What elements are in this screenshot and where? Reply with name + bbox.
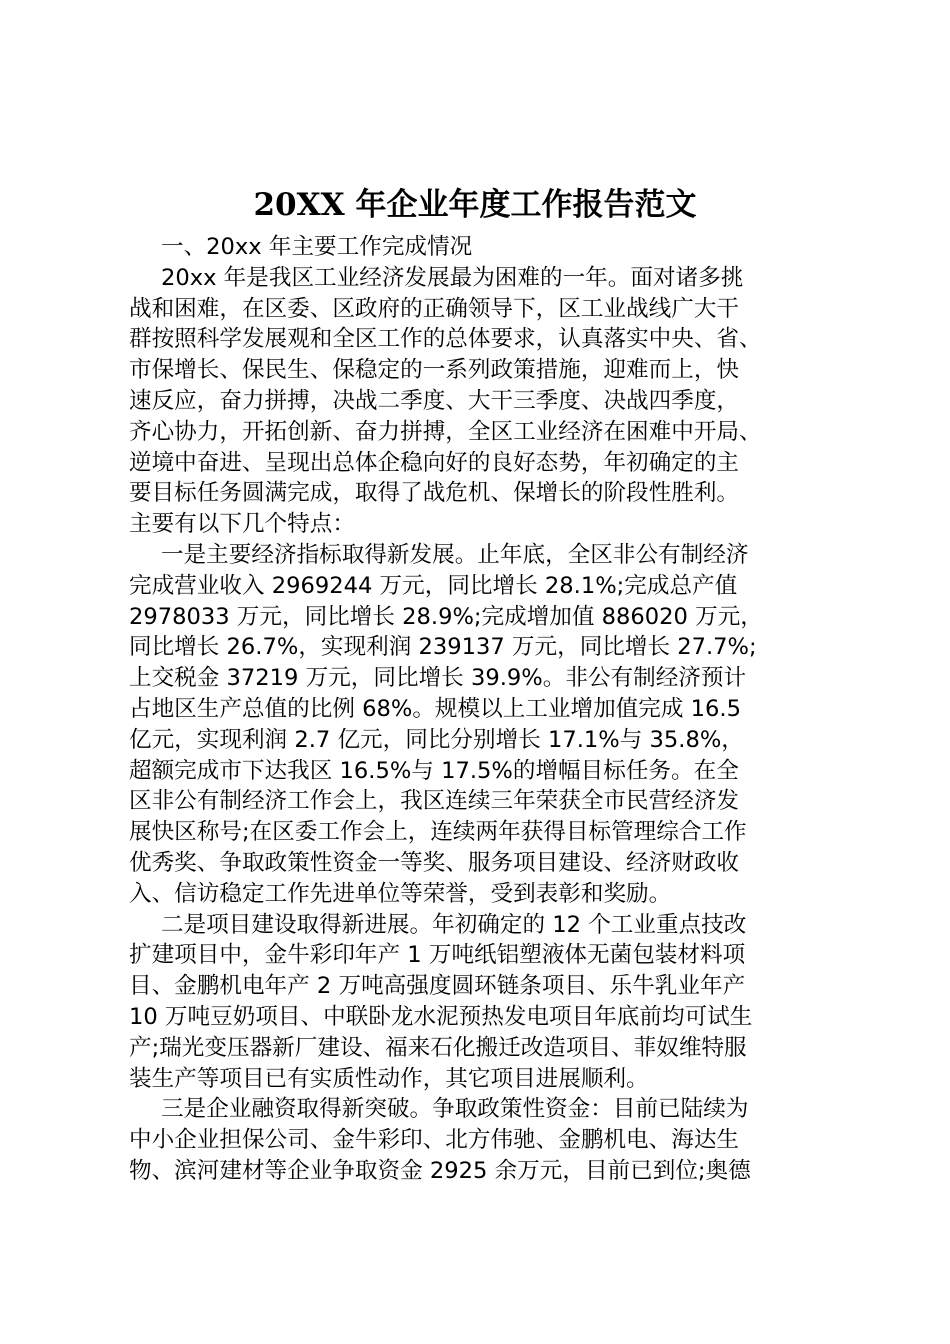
paragraph-line: 市保增长、保民生、保稳定的一系列政策措施，迎难而上，快: [129, 357, 740, 384]
paragraph-line: 区非公有制经济工作会上，我区连续三年荣获全市民营经济发: [129, 788, 740, 815]
paragraph-line: 同比增长 26.7%，实现利润 239137 万元，同比增长 27.7%;: [129, 634, 757, 661]
document-body: [129, 232, 829, 1187]
paragraph-line: 主要有以下几个特点：: [129, 511, 355, 538]
paragraph-line: 目、金鹏机电年产 2 万吨高强度圆环链条项目、乐牛乳业年产: [129, 973, 746, 1000]
paragraph-line: 10 万吨豆奶项目、中联卧龙水泥预热发电项目年底前均可试生: [129, 1003, 753, 1030]
paragraph-line: 展快区称号;在区委工作会上，连续两年获得目标管理综合工作: [129, 819, 747, 846]
paragraph-line: 速反应，奋力拼搏，决战二季度、大干三季度、决战四季度，: [129, 387, 740, 414]
paragraph-line: 战和困难，在区委、区政府的正确领导下，区工业战线广大干: [129, 295, 740, 322]
paragraph-line: 亿元，实现利润 2.7 亿元，同比分别增长 17.1%与 35.8%，: [129, 726, 744, 753]
section-heading: 一、20xx 年主要工作完成情况: [161, 234, 473, 260]
paragraph-line: 三是企业融资取得新突破。争取政策性资金：目前已陆续为: [161, 1096, 749, 1123]
paragraph-line: 群按照科学发展观和全区工作的总体要求，认真落实中央、省、: [129, 326, 762, 353]
paragraph-line: 齐心协力，开拓创新、奋力拼搏，全区工业经济在困难中开局、: [129, 418, 762, 445]
paragraph-line: 超额完成市下达我区 16.5%与 17.5%的增幅目标任务。在全: [129, 757, 739, 784]
paragraph-line: 入、信访稳定工作先进单位等荣誉，受到表彰和奖励。: [129, 880, 672, 907]
paragraph-line: 装生产等项目已有实质性动作，其它项目进展顺利。: [129, 1065, 649, 1092]
paragraph-line: 产;瑞光变压器新厂建设、福来石化搬迁改造项目、菲奴维特服: [129, 1034, 747, 1061]
paragraph-line: 扩建项目中，金牛彩印年产 1 万吨纸铝塑液体无菌包装材料项: [129, 942, 746, 969]
paragraph-line: 完成营业收入 2969244 万元，同比增长 28.1%;完成总产值: [129, 572, 738, 599]
title-text: 年企业年度工作报告范文: [344, 187, 697, 223]
paragraph-line: 要目标任务圆满完成，取得了战危机、保增长的阶段性胜利。: [129, 480, 740, 507]
paragraph-line: 逆境中奋进、呈现出总体企稳向好的良好态势，年初确定的主: [129, 449, 740, 476]
title-year: 20XX: [253, 187, 345, 223]
paragraph-line: 20xx 年是我区工业经济发展最为困难的一年。面对诸多挑: [161, 264, 744, 291]
paragraph-line: 二是项目建设取得新进展。年初确定的 12 个工业重点技改: [161, 911, 747, 938]
paragraph-line: 一是主要经济指标取得新发展。止年底，全区非公有制经济: [161, 541, 749, 568]
paragraph-line: 优秀奖、争取政策性资金一等奖、服务项目建设、经济财政收: [129, 849, 740, 876]
paragraph-line: 上交税金 37219 万元，同比增长 39.9%。非公有制经济预计: [129, 665, 747, 692]
document-title: [0, 183, 950, 227]
paragraph-line: 中小企业担保公司、金牛彩印、北方伟驰、金鹏机电、海达生: [129, 1127, 740, 1154]
paragraph-line: 占地区生产总值的比例 68%。规模以上工业增加值完成 16.5: [129, 695, 741, 722]
paragraph-line: 物、滨河建材等企业争取资金 2925 余万元，目前已到位;奥德: [129, 1157, 751, 1184]
paragraph-line: 2978033 万元，同比增长 28.9%;完成增加值 886020 万元，: [129, 603, 763, 630]
